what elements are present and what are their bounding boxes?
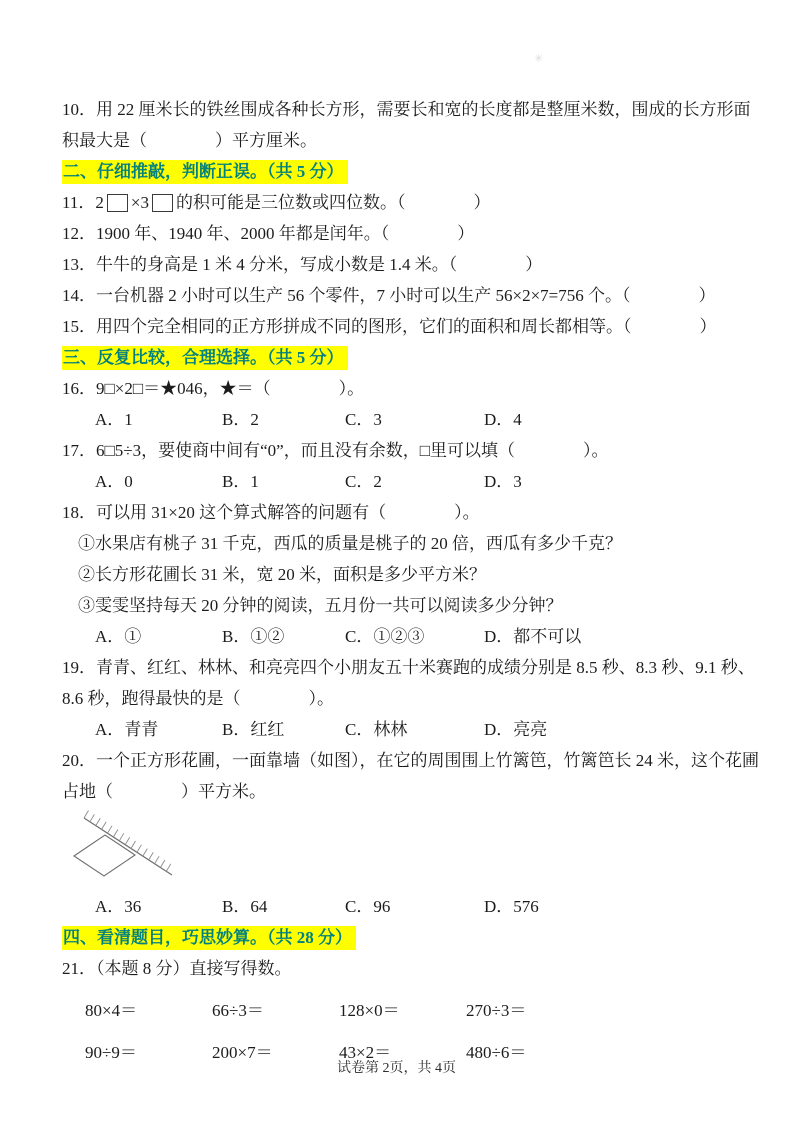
page-content	[62, 94, 759, 1068]
question-18-stem: 18．可以用 31×20 这个算式解答的问题有（ ）。	[62, 503, 480, 522]
section-3-header: 三、反复比较，合理选择。（共 5 分）	[62, 346, 348, 370]
question-17-stem: 17．6□5÷3，要使商中间有“0”，而且没有余数，□里可以填（ ）。	[62, 441, 609, 460]
option-b: B．①②	[222, 627, 285, 646]
equation: 270÷3＝	[466, 1001, 527, 1020]
page-footer: 试卷第 2页，共 4页	[337, 1061, 456, 1076]
option-c: C．①②③	[345, 627, 425, 646]
option-d: D．亮亮	[484, 720, 548, 739]
question-19-line2: 8.6 秒，跑得最快的是（ ）。	[62, 689, 334, 708]
option-d: D．576	[484, 897, 539, 916]
option-b: B．红红	[222, 720, 285, 739]
question-16-stem: 16．9□×2□＝★046，★＝（ ）。	[62, 379, 365, 398]
section-4-line	[62, 922, 738, 953]
blank-box-icon	[107, 194, 128, 212]
question-18-subitem-3: ③雯雯坚持每天 20 分钟的阅读，五月份一共可以阅读多少分钟？	[78, 596, 563, 615]
section-4-header: 四、看清题目，巧思妙算。（共 28 分）	[62, 926, 356, 950]
option-a: A．36	[95, 897, 142, 916]
question-10-line1: 10．用 22 厘米长的铁丝围成各种长方形，需要长和宽的长度都是整厘米数，围成的长方形面	[62, 100, 751, 119]
question-16-options	[62, 404, 738, 435]
question-11-pre: 11．2	[62, 193, 104, 212]
question-18-options	[62, 621, 738, 652]
option-c: C．3	[345, 410, 382, 429]
question-11-mid: ×3	[130, 193, 149, 212]
question-15: 15．用四个完全相同的正方形拼成不同的图形，它们的面积和周长都相等。（ ）	[62, 317, 717, 336]
equation: 128×0＝	[339, 1001, 400, 1020]
square-garden-wall-diagram	[62, 809, 212, 889]
section-2-header: 二、仔细推敲，判断正误。（共 5 分）	[62, 160, 348, 184]
option-b: B．2	[222, 410, 259, 429]
option-d: D．4	[484, 410, 522, 429]
section-3-line	[62, 342, 738, 373]
option-c: C．2	[345, 472, 382, 491]
equation: 80×4＝	[85, 1001, 138, 1020]
question-11-post: 的积可能是三位数或四位数。（ ）	[175, 193, 491, 212]
equation: 480÷6＝	[466, 1043, 527, 1062]
equation: 66÷3＝	[212, 1001, 264, 1020]
question-20-options	[62, 891, 738, 922]
garden-wall-figure	[62, 809, 738, 891]
question-17-options	[62, 466, 738, 497]
question-20-line1: 20．一个正方形花圃，一面靠墙（如图），在它的周围围上竹篱笆，竹篱笆长 24 米，这个花圃	[62, 751, 759, 770]
section-2-line	[62, 156, 738, 187]
question-21-title: 21．（本题 8 分）直接写得数。	[62, 959, 292, 978]
option-c: C．林林	[345, 720, 408, 739]
option-b: B．64	[222, 897, 268, 916]
option-d: D．都不可以	[484, 627, 582, 646]
question-19-line1: 19．青青、红红、林林、和亮亮四个小朋友五十米赛跑的成绩分别是 8.5 秒、8.3 秒、9.1 秒、	[62, 658, 755, 677]
question-20-line2: 占地（ ）平方米。	[62, 782, 266, 801]
equation: 90÷9＝	[85, 1043, 137, 1062]
question-19-options	[62, 714, 738, 745]
question-11	[62, 187, 738, 218]
option-d: D．3	[484, 472, 522, 491]
question-18-subitem-2: ②长方形花圃长 31 米，宽 20 米，面积是多少平方米？	[78, 565, 486, 584]
question-14: 14．一台机器 2 小时可以生产 56 个零件，7 小时可以生产 56×2×7=756 个。（ ）	[62, 286, 716, 305]
question-13: 13．牛牛的身高是 1 米 4 分米，写成小数是 1.4 米。（ ）	[62, 255, 543, 274]
option-a: A．①	[95, 627, 142, 646]
blank-box-icon	[152, 194, 173, 212]
question-21-equations-row1	[62, 995, 738, 1026]
option-a: A．青青	[95, 720, 159, 739]
option-b: B．1	[222, 472, 259, 491]
option-a: A．1	[95, 410, 133, 429]
equation: 200×7＝	[212, 1043, 273, 1062]
faint-watermark-icon: ✳	[534, 53, 544, 65]
option-a: A．0	[95, 472, 133, 491]
question-10-line2: 积最大是（ ）平方厘米。	[62, 131, 317, 150]
equation: 43×2＝	[339, 1043, 392, 1062]
question-12: 12．1900 年、1940 年、2000 年都是闰年。（ ）	[62, 224, 475, 243]
option-c: C．96	[345, 897, 391, 916]
question-18-subitem-1: ①水果店有桃子 31 千克，西瓜的质量是桃子的 20 倍，西瓜有多少千克？	[78, 534, 622, 553]
